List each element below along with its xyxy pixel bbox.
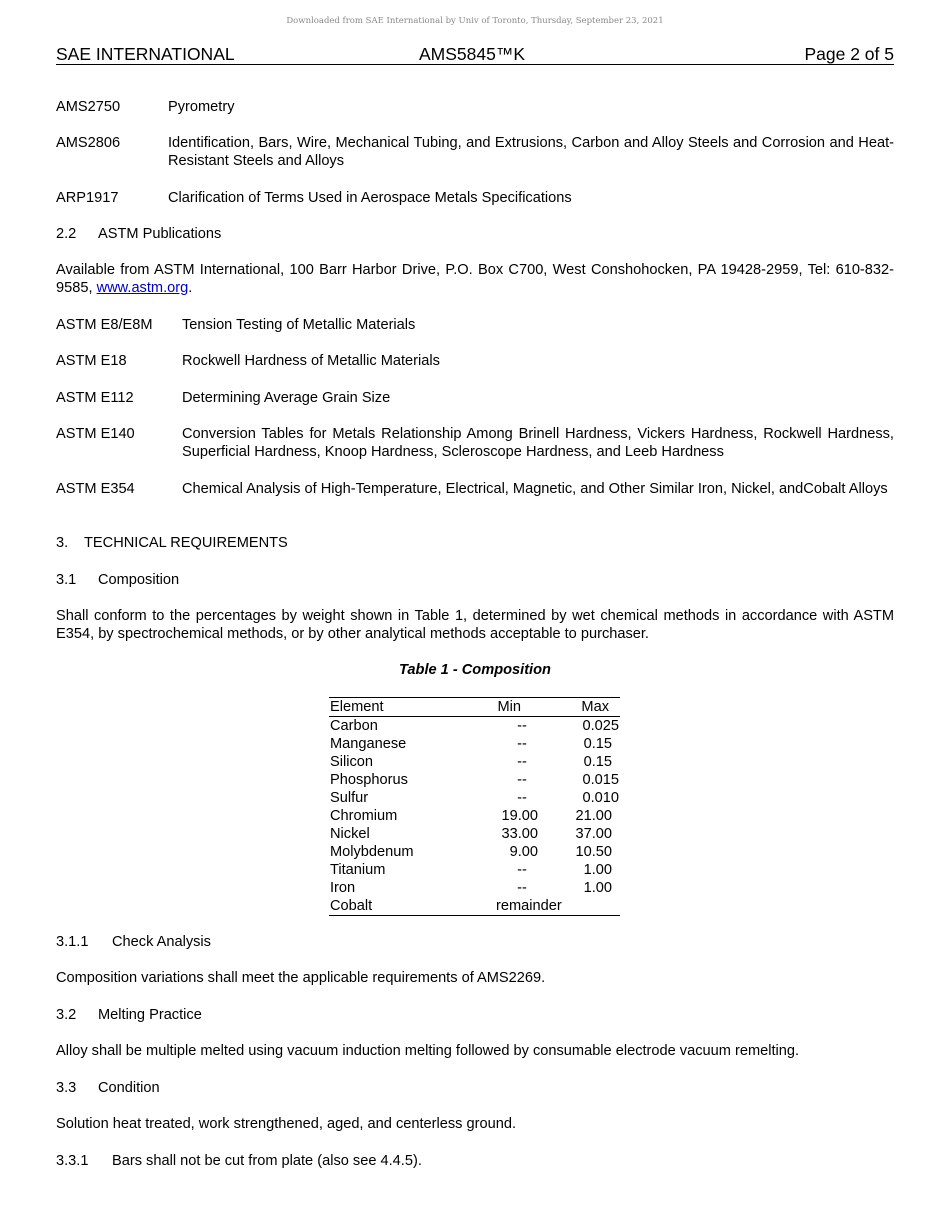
cell-element: Silicon <box>330 754 373 770</box>
ref-title: Conversion Tables for Metals Relationship Among Brinell Hardness, Vickers Hardness, Rockwell Hardness, Superficial Hardness, Knoop Hardness, Scleroscope Hardness, and Leeb Hardness <box>182 426 894 460</box>
cell-max: 1.00 <box>583 880 612 896</box>
cell-min: 19.00 <box>501 808 538 824</box>
astm-availability-end: . <box>188 280 193 296</box>
header-element: Element <box>330 699 384 715</box>
ref-title: Rockwell Hardness of Metallic Materials <box>182 353 440 369</box>
header-page-number: Page 2 of 5 <box>804 44 894 64</box>
header-publisher: SAE INTERNATIONAL <box>56 44 235 64</box>
section-heading <box>56 571 179 589</box>
cell-element: Titanium <box>330 862 386 878</box>
condition-paragraph: Solution heat treated, work strengthened, aged, and centerless ground. <box>56 1116 517 1132</box>
section-title: Melting Practice <box>98 1007 202 1023</box>
download-watermark: Downloaded from SAE International by Univ of Toronto, Thursday, September 23, 2021 <box>286 16 664 26</box>
cell-min: -- <box>517 862 527 878</box>
ref-code: ASTM E112 <box>56 390 134 406</box>
section-heading <box>56 1079 160 1097</box>
cell-max: 0.15 <box>583 754 612 770</box>
ref-title: Identification, Bars, Wire, Mechanical Tubing, and Extrusions, Carbon and Alloy Steels and Corrosion and Heat-Resistant Steels and Alloys <box>168 135 894 169</box>
cell-min: -- <box>517 754 527 770</box>
table-row <box>329 861 620 879</box>
table-row <box>329 735 620 753</box>
section-number: 3.1 <box>56 572 77 588</box>
section-title: Bars shall not be cut from plate (also see 4.4.5). <box>112 1153 422 1169</box>
cell-min: -- <box>517 718 527 734</box>
composition-table <box>329 697 620 916</box>
table-row <box>329 807 620 825</box>
table-header-row <box>329 698 620 717</box>
cell-element: Manganese <box>330 736 407 752</box>
cell-max: 0.015 <box>582 772 619 788</box>
section-number: 2.2 <box>56 226 77 242</box>
header-doc-number: AMS5845™K <box>419 44 526 64</box>
ref-code: ASTM E18 <box>56 353 127 369</box>
cell-element: Nickel <box>330 826 370 842</box>
cell-element: Iron <box>330 880 356 896</box>
section-number: 3.3 <box>56 1080 77 1096</box>
table-row <box>329 753 620 771</box>
header-max: Max <box>581 699 609 715</box>
section-number: 3. <box>56 535 69 551</box>
cell-min: 33.00 <box>501 826 538 842</box>
table-row <box>329 879 620 897</box>
astm-availability-text: Available from ASTM International, 100 Barr Harbor Drive, P.O. Box C700, West Conshohocken, PA 19428-2959, Tel: 610-832-9585, <box>56 262 894 296</box>
section-title: Composition <box>98 572 180 588</box>
cell-element: Molybdenum <box>330 844 414 860</box>
header-min: Min <box>497 699 521 715</box>
section-title: TECHNICAL REQUIREMENTS <box>84 535 288 551</box>
table-row <box>329 843 620 861</box>
check-analysis-paragraph: Composition variations shall meet the applicable requirements of AMS2269. <box>56 970 546 986</box>
section-heading <box>56 1152 422 1170</box>
cell-element: Cobalt <box>330 898 373 914</box>
cell-max: 0.15 <box>583 736 612 752</box>
cell-element: Carbon <box>330 718 378 734</box>
cell-max: 0.010 <box>582 790 619 806</box>
cell-min: -- <box>517 880 527 896</box>
section-heading <box>56 225 221 243</box>
section-title: Condition <box>98 1080 160 1096</box>
section-heading <box>56 933 211 951</box>
table-row <box>329 897 620 915</box>
ref-code: ASTM E354 <box>56 481 135 497</box>
section-title: ASTM Publications <box>98 226 222 242</box>
cell-max: 37.00 <box>575 826 612 842</box>
cell-max: 0.025 <box>582 718 619 734</box>
cell-element: Phosphorus <box>330 772 408 788</box>
cell-min: 9.00 <box>509 844 538 860</box>
cell-min: -- <box>517 772 527 788</box>
table-row <box>329 825 620 843</box>
ref-code: ARP1917 <box>56 190 119 206</box>
page-header <box>56 44 894 65</box>
table-title: Table 1 - Composition <box>399 662 551 678</box>
cell-max: 10.50 <box>575 844 612 860</box>
astm-website-link[interactable]: www.astm.org <box>96 280 189 296</box>
ref-title: Tension Testing of Metallic Materials <box>182 317 416 333</box>
ref-code: ASTM E140 <box>56 426 135 442</box>
cell-element: Chromium <box>330 808 398 824</box>
section-title: Check Analysis <box>112 934 211 950</box>
ref-title: Clarification of Terms Used in Aerospace Metals Specifications <box>168 190 572 206</box>
ref-code: ASTM E8/E8M <box>56 317 153 333</box>
cell-remainder: remainder <box>496 898 562 914</box>
section-number: 3.3.1 <box>56 1153 89 1169</box>
section-heading <box>56 534 288 552</box>
cell-max: 21.00 <box>575 808 612 824</box>
cell-min: -- <box>517 736 527 752</box>
astm-availability-paragraph <box>56 261 894 297</box>
melting-paragraph: Alloy shall be multiple melted using vacuum induction melting followed by consumable electrode vacuum remelting. <box>56 1043 800 1059</box>
ref-code: AMS2750 <box>56 99 121 115</box>
ref-title: Pyrometry <box>168 99 235 115</box>
cell-element: Sulfur <box>330 790 369 806</box>
composition-paragraph: Shall conform to the percentages by weight shown in Table 1, determined by wet chemical methods in accordance with ASTM E354, by spectrochemical methods, or by other analytical methods acceptable to purchaser. <box>56 608 894 642</box>
ref-title: Determining Average Grain Size <box>182 390 391 406</box>
table-row <box>329 717 620 735</box>
cell-min: -- <box>517 790 527 806</box>
ref-code: AMS2806 <box>56 135 121 151</box>
ref-title: Chemical Analysis of High-Temperature, Electrical, Magnetic, and Other Similar Iron, Nickel, andCobalt Alloys <box>182 481 888 497</box>
cell-max: 1.00 <box>583 862 612 878</box>
table-row <box>329 789 620 807</box>
section-number: 3.2 <box>56 1007 77 1023</box>
section-heading <box>56 1006 202 1024</box>
section-number: 3.1.1 <box>56 934 89 950</box>
table-row <box>329 771 620 789</box>
